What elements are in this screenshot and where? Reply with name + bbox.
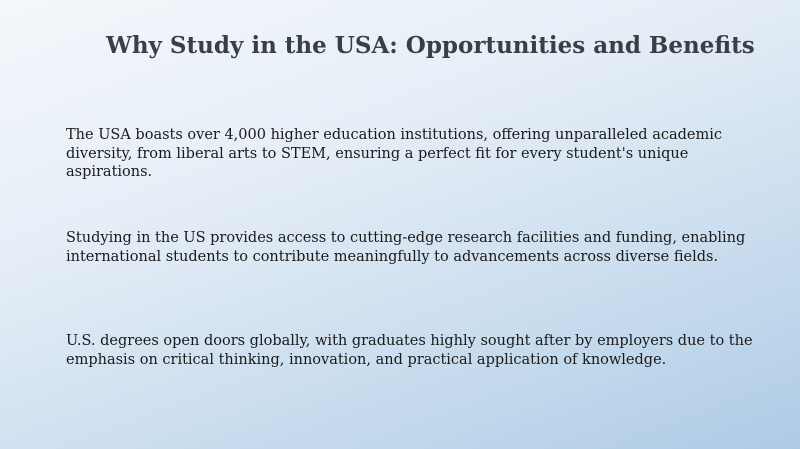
paragraph-institutions: The USA boasts over 4,000 higher education institutions, offering unparalleled academic diversity, from liberal arts to STEM, ensuring a perfect fit for every student's unique aspirations. [66,127,722,180]
paragraph-research: Studying in the US provides access to cutting-edge research facilities and funding, enabling international students to contribute meaningfully to advancements across diverse fields. [66,230,746,265]
paragraph-careers: U.S. degrees open doors globally, with graduates highly sought after by employers due to the emphasis on critical thinking, innovation, and practical application of knowledge. [66,333,753,368]
slide-title: Why Study in the USA: Opportunities and Benefits [106,32,755,59]
